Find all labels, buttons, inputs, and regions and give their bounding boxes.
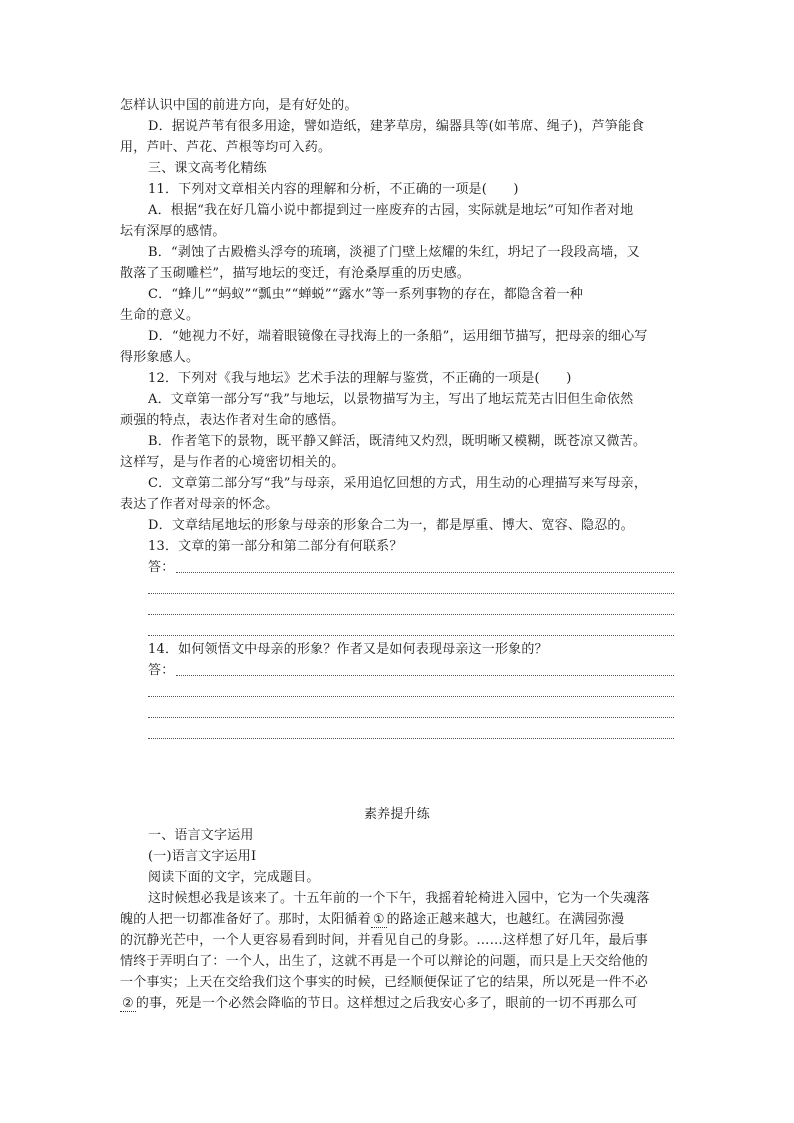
- part-title: 素养提升练: [363, 807, 430, 822]
- section-heading-3: 三、课文高考化精练: [148, 161, 267, 176]
- q11-option-d-line-1: D．“她视力不好，端着眼镜像在寻找海上的一条船”，运用细节描写，把母亲的细心写: [148, 329, 648, 344]
- q11-option-d-line-2: 得形象感人。: [120, 350, 200, 365]
- q13-answer-line-3[interactable]: [148, 614, 674, 615]
- q13-answer-line-4[interactable]: [148, 635, 674, 636]
- q12-option-d-line-1: D．文章结尾地坛的形象与母亲的形象合二为一，都是厚重、博大、宽容、隐忍的。: [148, 518, 634, 533]
- part-heading-1: 一、语言文字运用: [148, 828, 254, 843]
- passage-line-6: [120, 994, 637, 1014]
- q12-option-c-line-1: C．文章第二部分写“我”与母亲，采用追忆回想的方式，用生动的心理描写来写母亲，: [148, 476, 648, 491]
- q11-option-b-line-2: 散落了玉砌雕栏”，描写地坛的变迁，有沧桑厚重的历史感。: [120, 266, 471, 281]
- intro-option-d-line-2: 用，芦叶、芦花、芦根等均可入药。: [120, 140, 332, 155]
- passage-line-5: 一个事实；上天在交给我们这个事实的时候，已经顺便保证了它的结果，所以死是一件不必: [120, 975, 649, 990]
- q11-option-a-line-2: 坛有深厚的感情。: [120, 224, 226, 239]
- part-heading-2: (一)语言文字运用Ⅰ: [148, 849, 257, 864]
- passage-line-2-before: 魄的人把一切都准备好了。那时，太阳循着: [120, 912, 371, 927]
- q14-answer-line-3[interactable]: [148, 717, 674, 718]
- q12-stem: 12．下列对《我与地坛》艺术手法的理解与鉴赏，不正确的一项是( ): [148, 371, 572, 386]
- blank-2[interactable]: ②: [122, 996, 134, 1011]
- passage-line-3: 的沉静光芒中，一个人更容易看到时间，并看见自己的身影。……这样想了好几年，最后事: [120, 933, 649, 948]
- passage-line-6-text: 的事，死是一个必然会降临的节日。这样想过之后我安心多了，眼前的一切不再那么可: [135, 996, 638, 1011]
- blank-1[interactable]: ①: [372, 912, 385, 927]
- q11-option-c-line-2: 生命的意义。: [120, 308, 200, 323]
- q14-answer-line-2[interactable]: [148, 696, 674, 697]
- q12-option-b-line-2: 这样写，是与作者的心境密切相关的。: [120, 455, 345, 470]
- passage-line-1: 这时候想必我是该来了。十五年前的一个下午，我摇着轮椅进入园中，它为一个失魂落: [148, 891, 650, 906]
- q12-option-a-line-1: A．文章第一部分写“我”与地坛，以景物描写为主，写出了地坛荒芜古旧但生命依然: [148, 392, 634, 407]
- q13-answer-line-2[interactable]: [148, 593, 674, 594]
- reading-instruction: 阅读下面的文字，完成题目。: [148, 870, 320, 885]
- intro-line-1: 怎样认识中国的前进方向，是有好处的。: [120, 98, 358, 113]
- passage-line-4: 情终于弄明白了：一个人，出生了，这就不再是一个可以辩论的问题，而只是上天交给他的: [120, 954, 649, 969]
- q11-option-c-line-1: C．“蜂儿”“蚂蚁”“瓢虫”“蝉蜕”“露水”等一系列事物的存在，都隐含着一种: [148, 287, 584, 302]
- q13-answer-label: 答：: [148, 560, 175, 575]
- q13-stem: 13．文章的第一部分和第二部分有何联系？: [148, 539, 403, 554]
- q14-stem: 14．如何领悟文中母亲的形象？作者又是如何表现母亲这一形象的？: [148, 642, 548, 657]
- passage-line-2: [120, 910, 624, 930]
- q11-option-b-line-1: B．“剥蚀了古殿檐头浮夸的琉璃，淡褪了门壁上炫耀的朱红，坍圮了一段段高墙，又: [148, 245, 640, 260]
- q12-option-c-line-2: 表达了作者对母亲的怀念。: [120, 497, 279, 512]
- intro-option-d-line-1: D．据说芦苇有很多用途，譬如造纸，建茅草房，编器具等(如苇席、绳子)，芦笋能食: [148, 119, 645, 134]
- q14-answer-line-1[interactable]: [176, 675, 674, 676]
- q11-option-a-line-1: A．根据“我在好几篇小说中都提到过一座废弃的古园，实际就是地坛”可知作者对地: [148, 203, 634, 218]
- q14-answer-label: 答：: [148, 663, 175, 678]
- q12-option-a-line-2: 顽强的特点，表达作者对生命的感悟。: [120, 413, 345, 428]
- q11-stem: 11．下列对文章相关内容的理解和分析，不正确的一项是( ): [148, 182, 519, 197]
- q13-answer-line-1[interactable]: [176, 572, 674, 573]
- q14-answer-line-4[interactable]: [148, 738, 674, 739]
- passage-line-2-after: 的路途正越来越大，也越红。在满园弥漫: [386, 912, 625, 927]
- q12-option-b-line-1: B．作者笔下的景物，既平静又鲜活，既清纯又灼烈，既明晰又模糊，既苍凉又微苦。: [148, 434, 647, 449]
